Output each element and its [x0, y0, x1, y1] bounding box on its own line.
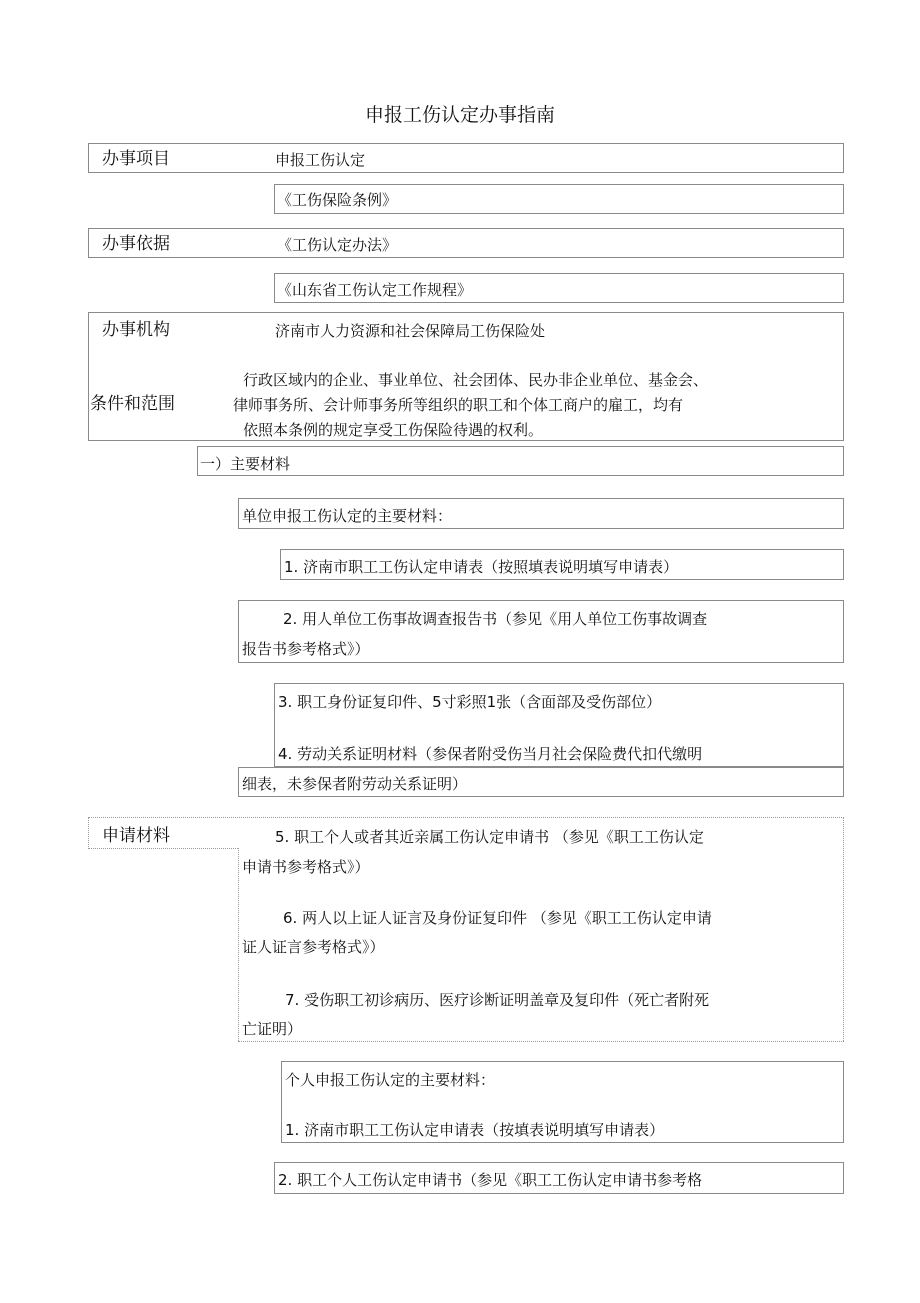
- basis-2: 《工伤认定办法》: [277, 236, 398, 254]
- unit-item-5-line1: 5. 职工个人或者其近亲属工伤认定申请书 （参见《职工工伤认定: [275, 828, 704, 846]
- unit-heading: 单位申报工伤认定的主要材料：: [242, 507, 453, 525]
- item-value: 申报工伤认定: [275, 151, 366, 169]
- unit-item-2-line2: 报告书参考格式》）: [242, 640, 370, 658]
- materials-right-line: [843, 817, 844, 1041]
- scope-line-3: 依照本条例的规定享受工伤保险待遇的权利。: [243, 421, 544, 439]
- unit-item-7-line2: 亡证明）: [242, 1020, 303, 1038]
- basis-3: 《山东省工伤认定工作规程》: [277, 281, 473, 299]
- personal-heading: 个人申报工伤认定的主要材料：: [285, 1071, 496, 1089]
- unit-item-6-line1: 6. 两人以上证人证言及身份证复印件 （参见《职工工伤认定申请: [283, 909, 712, 927]
- unit-item-5-line2: 申请书参考格式》）: [242, 858, 370, 876]
- unit-item-7-line1: 7. 受伤职工初诊病历、医疗诊断证明盖章及复印件（死亡者附死: [285, 991, 710, 1009]
- unit-item-1: 1. 济南市职工工伤认定申请表（按照填表说明填写申请表）: [284, 558, 679, 576]
- main-materials-box: [197, 446, 844, 476]
- scope-line-1: 行政区域内的企业、事业单位、社会团体、民办非企业单位、基金会、: [243, 371, 709, 389]
- agency-value: 济南市人力资源和社会保障局工伤保险处: [275, 322, 546, 340]
- main-materials: 一）主要材料: [200, 455, 291, 473]
- label-basis: 办事依据: [102, 234, 170, 254]
- label-scope: 条件和范围: [90, 394, 175, 414]
- scope-line-2: 律师事务所、会计师事务所等组织的职工和个体工商户的雇工，均有: [233, 396, 684, 414]
- row-item-box: [88, 143, 844, 173]
- materials-inner-left-line: [238, 848, 239, 1041]
- unit-item-3: 3. 职工身份证复印件、5寸彩照1张（含面部及受伤部位）: [278, 693, 662, 711]
- materials-left-line: [88, 817, 89, 849]
- materials-bottom-line: [238, 1041, 844, 1042]
- label-item: 办事项目: [102, 149, 170, 169]
- basis-1: 《工伤保险条例》: [277, 191, 398, 209]
- materials-mid-line: [88, 848, 238, 849]
- unit-item-6-line2: 证人证言参考格式》）: [242, 938, 385, 956]
- unit-item-2-line1: 2. 用人单位工伤事故调查报告书（参见《用人单位工伤事故调查: [283, 610, 708, 628]
- personal-item-1: 1. 济南市职工工伤认定申请表（按填表说明填写申请表）: [285, 1121, 665, 1139]
- page-title: 申报工伤认定办事指南: [364, 104, 555, 126]
- label-materials: 申请材料: [102, 826, 170, 846]
- materials-top-line: [88, 817, 844, 818]
- row-basis-box: [88, 228, 844, 258]
- label-agency: 办事机构: [102, 320, 170, 340]
- unit-item-4-line2: 细表，未参保者附劳动关系证明）: [242, 775, 468, 793]
- unit-item-4-line1: 4. 劳动关系证明材料（参保者附受伤当月社会保险费代扣代缴明: [278, 745, 703, 763]
- personal-item-2-line1: 2. 职工个人工伤认定申请书（参见《职工工伤认定申请书参考格: [278, 1171, 703, 1189]
